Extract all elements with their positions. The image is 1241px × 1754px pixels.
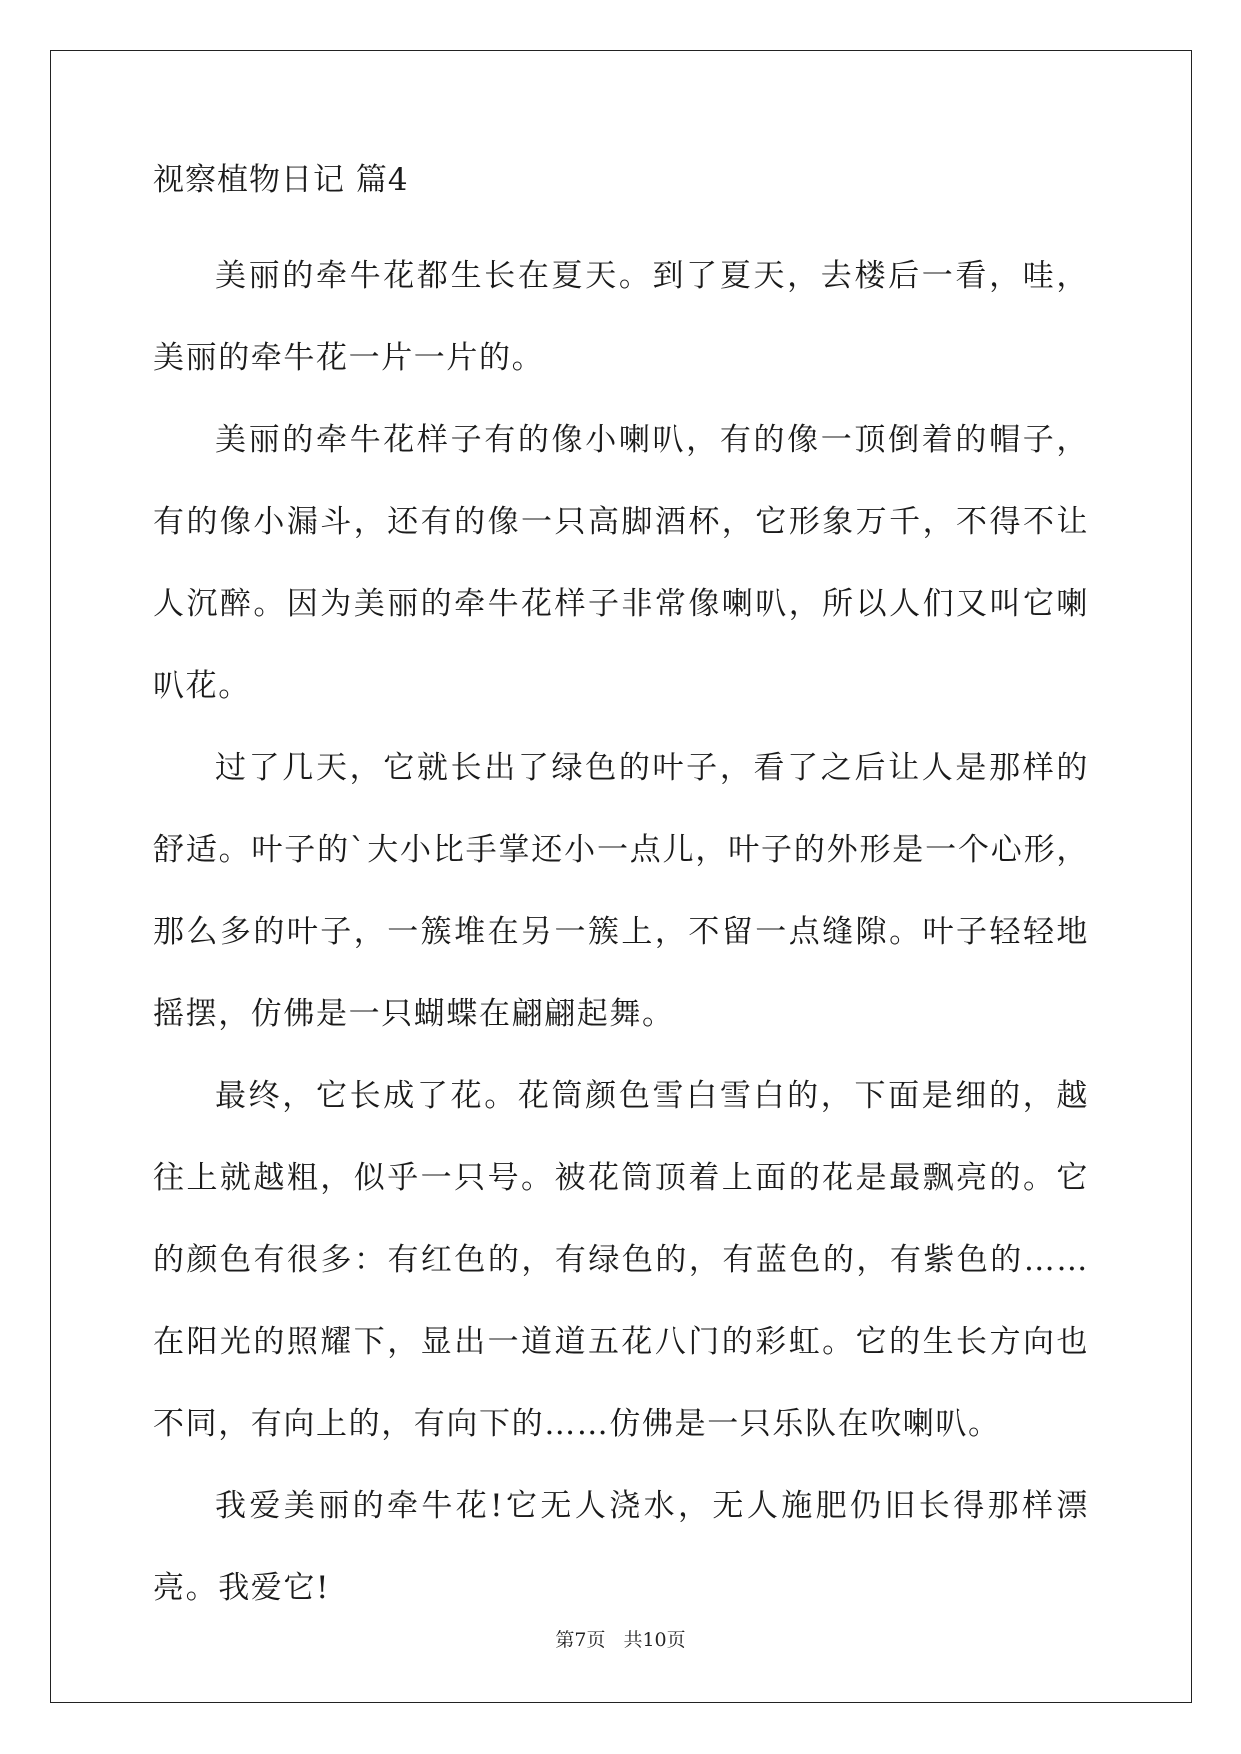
page-total: 共10页 [623, 1629, 686, 1651]
paragraph-3: 过了几天，它就长出了绿色的叶子，看了之后让人是那样的舒适。叶子的`大小比手掌还小一点儿，叶子的外形是一个心形，那么多的叶子，一簇堆在另一簇上，不留一点缝隙。叶子轻轻地摇摆，仿佛是一只蝴蝶在翩翩起舞。 [153, 750, 1089, 1032]
paragraph-4: 最终，它长成了花。花筒颜色雪白雪白的，下面是细的，越往上就越粗，似乎一只号。被花筒顶着上面的花是最飘亮的。它的颜色有很多：有红色的，有绿色的，有蓝色的，有紫色的……在阳光的照耀下，显出一道道五花八门的彩虹。它的生长方向也不同，有向上的，有向下的……仿佛是一只乐队在吹喇叭。 [153, 1078, 1089, 1442]
page-footer [0, 1628, 1241, 1652]
page-number: 第7页 [555, 1629, 606, 1651]
document-title: 视察植物日记 篇4 [153, 162, 409, 198]
document-body [153, 160, 1089, 1629]
paragraph-5: 我爱美丽的牵牛花!它无人浇水，无人施肥仍旧长得那样漂亮。我爱它! [153, 1488, 1089, 1606]
paragraph-2: 美丽的牵牛花样子有的像小喇叭，有的像一顶倒着的帽子，有的像小漏斗，还有的像一只高脚酒杯，它形象万千，不得不让人沉醉。因为美丽的牵牛花样子非常像喇叭，所以人们又叫它喇叭花。 [153, 422, 1089, 704]
paragraph-1: 美丽的牵牛花都生长在夏天。到了夏天，去楼后一看，哇，美丽的牵牛花一片一片的。 [153, 258, 1089, 376]
